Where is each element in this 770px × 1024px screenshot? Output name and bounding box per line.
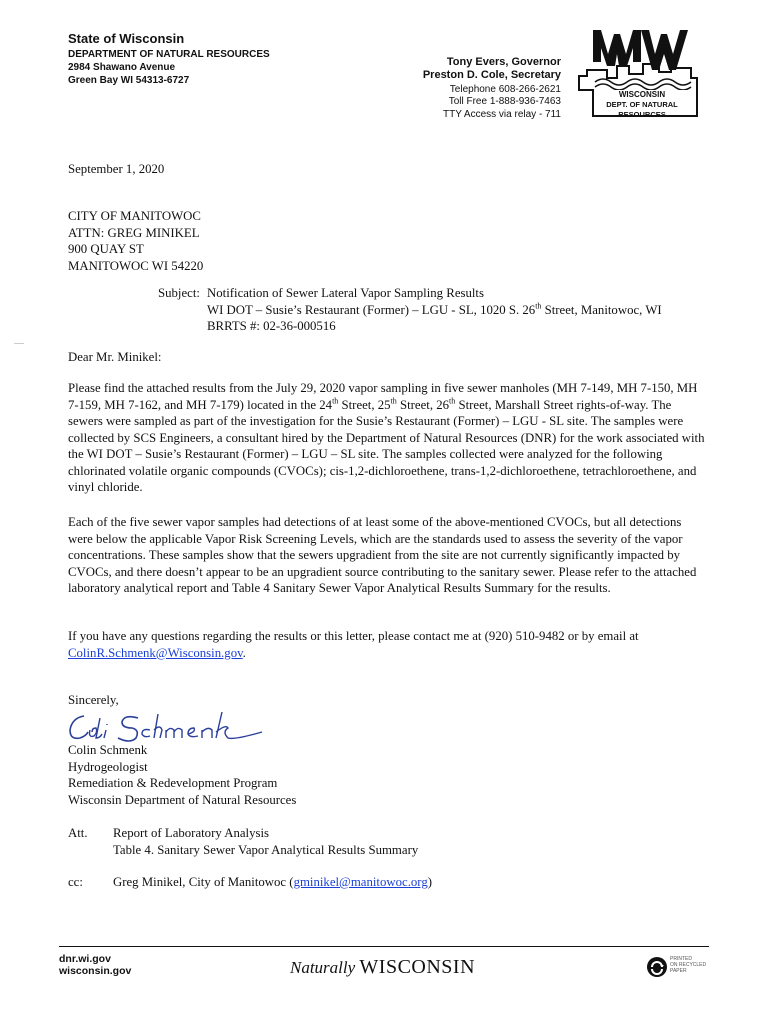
signer-name: Colin Schmenk bbox=[68, 743, 148, 757]
salutation: Dear Mr. Minikel: bbox=[68, 350, 162, 364]
subject-label: Subject: bbox=[158, 286, 200, 300]
recipient-line1: CITY OF MANITOWOC bbox=[68, 209, 201, 223]
paragraph-3-text: If you have any questions regarding the results or this letter, please contact me at (920) 510-9482 or by email at bbox=[68, 629, 639, 643]
recipient-line2: ATTN: GREG MINIKEL bbox=[68, 225, 200, 240]
department-name: DEPARTMENT OF NATURAL RESOURCES bbox=[68, 49, 270, 60]
recycled-line1: PRINTED bbox=[670, 956, 692, 962]
letterhead-right bbox=[341, 56, 561, 122]
attachment-item-1: Report of Laboratory Analysis bbox=[113, 826, 270, 840]
recipient-line4: MANITOWOC WI 54220 bbox=[68, 258, 204, 273]
recipient-address bbox=[68, 208, 203, 274]
recycled-line3: PAPER bbox=[670, 968, 687, 974]
signer-title: Hydrogeologist bbox=[68, 759, 148, 774]
signer-program: Remediation & Redevelopment Program bbox=[68, 776, 278, 790]
subject-block bbox=[207, 285, 717, 335]
subject-line2-part1: WI DOT – Susie’s Restaurant (Former) – LGU - SL, 1020 S. 26 bbox=[207, 302, 536, 317]
footer-websites bbox=[59, 953, 131, 977]
subject-line3: BRRTS #: 02-36-000516 bbox=[207, 319, 336, 333]
signature-block bbox=[68, 742, 296, 808]
logo-line1: WISCONSIN bbox=[618, 90, 666, 99]
contact-email-link[interactable]: ColinR.Schmenk@Wisconsin.gov bbox=[68, 645, 243, 660]
attachments-list bbox=[113, 825, 418, 858]
cc-label: cc: bbox=[68, 875, 83, 889]
handwritten-signature bbox=[66, 708, 266, 746]
cc-email-link[interactable]: gminikel@manitowoc.org bbox=[293, 875, 428, 889]
recycled-paper-logo bbox=[646, 954, 716, 980]
logo-line2: DEPT. OF NATURAL RESOURCES bbox=[606, 100, 678, 119]
paragraph-1-part2: Street, 25 bbox=[338, 397, 391, 412]
paragraph-3-end: . bbox=[242, 645, 246, 660]
paragraph-1-part1: Please find the attached results from the July 29, 2020 vapor sampling in five sewer manholes (MH 7-149, MH 7-150, MH 7-159, MH 7-162, and MH 7-179) located in the 24 bbox=[68, 381, 698, 412]
telephone: Telephone 608-266-2621 bbox=[449, 83, 561, 95]
tty: TTY Access via relay - 711 bbox=[442, 109, 561, 121]
signature-icon bbox=[66, 708, 266, 746]
attachments-label: Att. bbox=[68, 826, 88, 840]
recycled-line2: ON RECYCLED bbox=[670, 962, 707, 968]
address-line1: 2984 Shawano Avenue bbox=[68, 62, 176, 73]
secretary: Preston D. Cole, Secretary bbox=[422, 68, 561, 81]
recycled-text bbox=[670, 956, 706, 974]
paragraph-1-sup1: th bbox=[332, 396, 339, 406]
paragraph-1-sup3: th bbox=[449, 396, 456, 406]
letter-date: September 1, 2020 bbox=[68, 162, 165, 176]
naturally-text: Naturally bbox=[290, 958, 356, 977]
paragraph-2: Each of the five sewer vapor samples had detections of at least some of the above-mentioned CVOCs, but all detections were below the applicable Vapor Risk Screening Levels, which are the standards used to assess the severity of the vapor concentrations. These samples show that the sewers upgradient from the site are not currently significantly impacted by CVOCs, and there doesn’t appear to be an upgradient source contributing to the sanitary sewer. Please refer to the attached laboratory analytical report and Table 4 Sanitary Sewer Vapor Analytical Results Summary for the results. bbox=[68, 515, 697, 595]
paragraph-1 bbox=[68, 380, 708, 496]
subject-line2-sup: th bbox=[535, 301, 542, 311]
margin-mark bbox=[14, 343, 24, 344]
letterhead-left bbox=[68, 31, 270, 87]
footer-link-wisconsin[interactable]: wisconsin.gov bbox=[59, 965, 132, 977]
dnr-logo bbox=[571, 24, 701, 120]
footer-rule bbox=[59, 946, 709, 947]
cc-line bbox=[113, 874, 432, 891]
paragraph-1-part3: Street, 26 bbox=[396, 397, 450, 412]
cc-end: ) bbox=[427, 875, 432, 889]
naturally-wisconsin-logo bbox=[290, 956, 475, 979]
recipient-line3: 900 QUAY ST bbox=[68, 242, 144, 256]
cc-text: Greg Minikel, City of Manitowoc ( bbox=[113, 875, 294, 889]
address-line2: Green Bay WI 54313-6727 bbox=[68, 75, 190, 86]
attachment-item-2: Table 4. Sanitary Sewer Vapor Analytical Results Summary bbox=[113, 842, 419, 857]
governor: Tony Evers, Governor bbox=[446, 56, 561, 68]
paragraph-1-part4: Street, Marshall Street rights-of-way. The sewers were sampled as part of the investigation for the Susie’s Restaurant (Former) – LGU - SL site. The samples were collected by SCS Engineers, a consultant hired by the Department of Natural Resources (DNR) for the work associated with the WI DOT – Susie’s Restaurant (Former) – LGU – SL site. The samples collected were analyzed for the following chlorinated volatile organic compounds (CVOCs); cis-1,2-dichloroethene, trans-1,2-dichloroethene, tetrachloroethene, and vinyl chloride. bbox=[68, 397, 705, 494]
recycle-icon bbox=[646, 956, 668, 978]
paragraph-1-sup2: th bbox=[390, 396, 397, 406]
subject-line2-part2: Street, Manitowoc, WI bbox=[541, 302, 662, 317]
wisconsin-text: WISCONSIN bbox=[359, 956, 476, 978]
subject-line1: Notification of Sewer Lateral Vapor Sampling Results bbox=[207, 286, 484, 300]
logo-text bbox=[589, 90, 695, 120]
closing: Sincerely, bbox=[68, 693, 119, 707]
paragraph-3 bbox=[68, 628, 708, 661]
subject-line2 bbox=[207, 302, 717, 319]
toll-free: Toll Free 1-888-936-7463 bbox=[448, 96, 561, 108]
state-name: State of Wisconsin bbox=[68, 31, 185, 46]
footer-link-dnr[interactable]: dnr.wi.gov bbox=[59, 953, 111, 965]
signer-dept: Wisconsin Department of Natural Resources bbox=[68, 792, 297, 807]
